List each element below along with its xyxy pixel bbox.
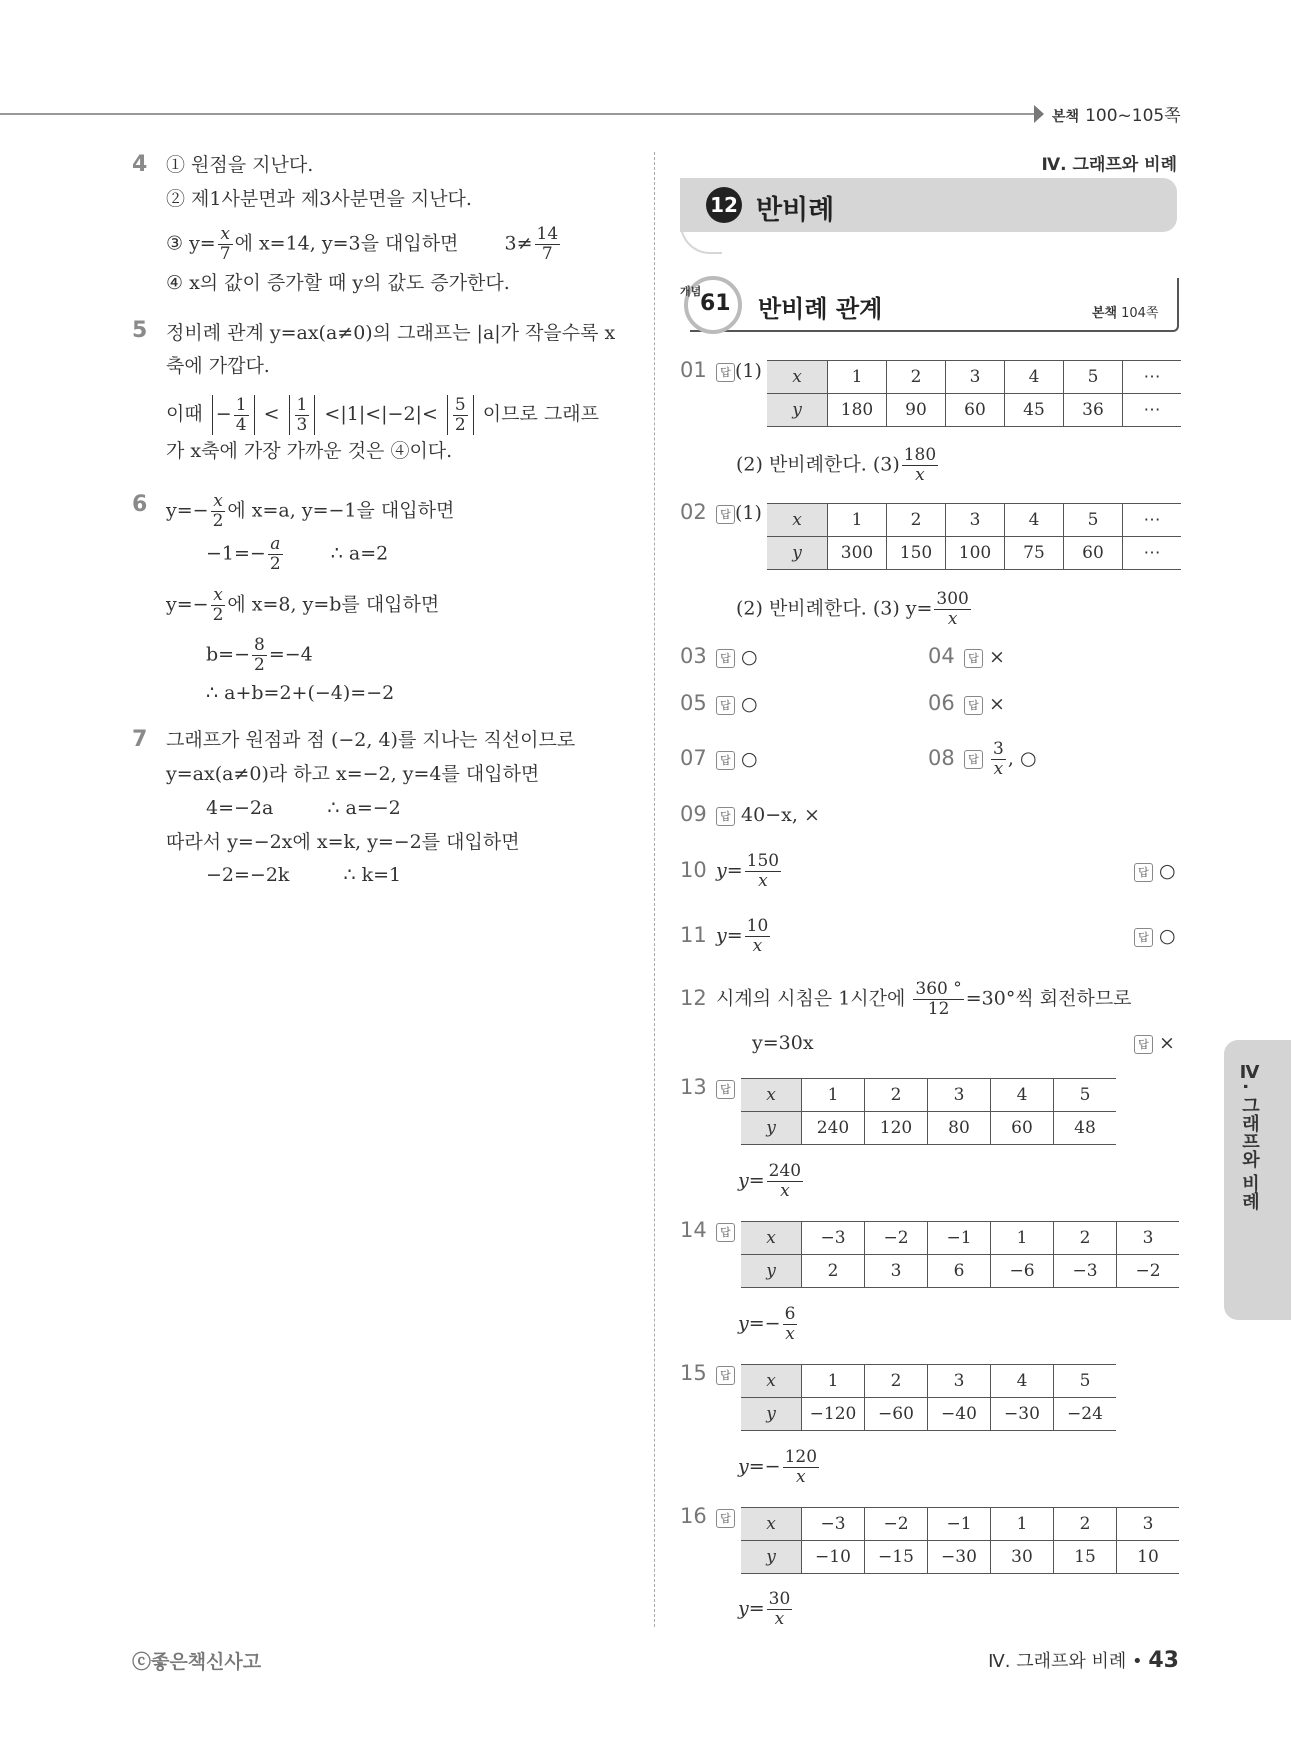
fraction: $\frac{360 ^\circ}{12}$ bbox=[915, 979, 962, 1019]
solution-line: y= $\frac{10}{x}$ bbox=[716, 916, 769, 956]
question-number: 10 bbox=[680, 858, 707, 882]
text-line: y=− $\frac{x}{2}$ 에 x=8, y=b를 대입하면 bbox=[166, 585, 440, 625]
section-title: 반비례 bbox=[756, 195, 835, 226]
question-number: 11 bbox=[680, 923, 707, 947]
fraction: $\frac{8}{2}$ bbox=[254, 635, 265, 675]
fraction: $\frac{x}{7}$ bbox=[219, 224, 231, 264]
answer-line: 답 × bbox=[964, 644, 1005, 670]
answer-mark: 답 bbox=[716, 1366, 735, 1385]
fraction: $\frac{3}{x}$ bbox=[993, 739, 1004, 779]
section-banner bbox=[680, 178, 1177, 232]
answer-mark: 답 bbox=[1134, 928, 1153, 947]
answer-line bbox=[716, 1361, 735, 1387]
answer-mark: 답 bbox=[716, 751, 735, 770]
text-line: −1=− $\frac{a}{2}$ ∴ a=2 bbox=[206, 534, 389, 574]
answer-line: 답 ○ bbox=[716, 746, 758, 772]
column-divider bbox=[654, 152, 655, 1627]
fraction: $\frac{1}{4}$ bbox=[235, 394, 247, 435]
answer-mark: 답 bbox=[964, 750, 983, 769]
header-page-ref: 본책 100~105쪽 bbox=[1052, 106, 1181, 126]
text-line: −2=−2k ∴ k=1 bbox=[206, 864, 402, 886]
fraction: $\frac{240}{x}$ bbox=[768, 1161, 802, 1201]
solution-line: y=− $\frac{6}{x}$ bbox=[738, 1304, 796, 1344]
question-number: 6 bbox=[132, 492, 148, 517]
text-line: 정비례 관계 y=ax(a≠0)의 그래프는 |a|가 작을수록 x bbox=[166, 322, 616, 344]
solution-line: y=− $\frac{120}{x}$ bbox=[738, 1447, 818, 1487]
question-number: 7 bbox=[132, 727, 148, 752]
value-table: x 1 2 3 4 5 y 240 120 80 60 48 bbox=[741, 1078, 1116, 1145]
value-table: x 1 2 3 4 5 y −120 −60 −40 −30 −24 bbox=[741, 1364, 1116, 1431]
answer-mark: 답 bbox=[716, 505, 735, 524]
solution-line: y= $\frac{30}{x}$ bbox=[738, 1589, 791, 1629]
answer-mark: 답 bbox=[716, 807, 735, 826]
answer-mark: 답 bbox=[716, 649, 735, 668]
question-number: 4 bbox=[132, 152, 148, 177]
text-line: 이때 − $\frac{1}{4}$ < $\frac{1}{3}$ <|1|<|−2|< $\frac{5}{2}$ 이므로 그래프 bbox=[166, 394, 599, 435]
chapter-heading: Ⅳ. 그래프와 비례 bbox=[1041, 155, 1177, 175]
text-line: 4=−2a ∴ a=−2 bbox=[206, 797, 401, 819]
value-table: x 1 2 3 4 5 ⋯ y 180 90 60 45 36 ⋯ bbox=[767, 360, 1181, 427]
answer-mark: 답 bbox=[716, 1080, 735, 1099]
text-line: ③ y= $\frac{x}{7}$ 에 x=14, y=3을 대입하면 3≠ $\frac{14}{7}$ bbox=[166, 224, 559, 264]
text-line: ① 원점을 지난다. bbox=[166, 154, 314, 176]
concept-page-ref: 본책 104쪽 bbox=[1092, 306, 1159, 321]
question-number: 01 bbox=[680, 358, 707, 382]
fraction: $\frac{300}{x}$ bbox=[936, 589, 969, 629]
question-number: 13 bbox=[680, 1075, 707, 1099]
answer-line: 답 ○ bbox=[716, 691, 758, 717]
answer-mark: 답 bbox=[1134, 1035, 1153, 1054]
answer-line: 답 (1) bbox=[716, 500, 762, 526]
publisher-name: ⓒ좋은책신사고 bbox=[132, 1651, 262, 1673]
page-footer: Ⅳ. 그래프와 비례 • 43 bbox=[988, 1648, 1179, 1673]
answer-line: 답 × bbox=[1134, 1030, 1175, 1056]
section-number: 12 bbox=[706, 187, 742, 223]
fraction: $\frac{120}{x}$ bbox=[784, 1447, 818, 1487]
fraction: $\frac{1}{3}$ bbox=[296, 394, 308, 435]
text-line: y=− $\frac{x}{2}$ 에 x=a, y=−1을 대입하면 bbox=[166, 491, 455, 531]
fraction: $\frac{150}{x}$ bbox=[746, 851, 780, 891]
question-number: 08 bbox=[928, 746, 955, 770]
concept-label: 개념 bbox=[680, 285, 702, 298]
answer-line: 답 $\frac{3}{x}$ , ○ bbox=[964, 740, 1037, 779]
fraction: $\frac{x}{2}$ bbox=[212, 585, 224, 625]
answer-line bbox=[716, 1075, 735, 1101]
question-number: 03 bbox=[680, 644, 707, 668]
solution-line: y=30x bbox=[752, 1032, 814, 1054]
text-line: 그래프가 원점과 점 (−2, 4)를 지나는 직선이므로 bbox=[166, 729, 576, 751]
text-line: b=− $\frac{8}{2}$ =−4 bbox=[206, 635, 313, 675]
question-number: 05 bbox=[680, 691, 707, 715]
solution-line: y= $\frac{150}{x}$ bbox=[716, 851, 780, 891]
answer-mark: 답 bbox=[964, 649, 983, 668]
question-number: 02 bbox=[680, 500, 707, 524]
text-line: ④ x의 값이 증가할 때 y의 값도 증가한다. bbox=[166, 272, 510, 294]
question-number: 04 bbox=[928, 644, 955, 668]
page-number: 43 bbox=[1148, 1648, 1179, 1673]
text-line: 축에 가깝다. bbox=[166, 355, 270, 377]
arrow-icon bbox=[1034, 105, 1044, 123]
answer-line: 답 (1) bbox=[716, 358, 762, 384]
question-number: 12 bbox=[680, 986, 707, 1010]
fraction: $\frac{10}{x}$ bbox=[746, 916, 769, 956]
question-number: 06 bbox=[928, 691, 955, 715]
value-table: x 1 2 3 4 5 ⋯ y 300 150 100 75 60 ⋯ bbox=[767, 503, 1181, 570]
text-line: y=ax(a≠0)라 하고 x=−2, y=4를 대입하면 bbox=[166, 763, 540, 785]
fraction: $\frac{14}{7}$ bbox=[536, 224, 559, 264]
text-line: ∴ a+b=2+(−4)=−2 bbox=[206, 682, 395, 704]
solution-line: y= $\frac{240}{x}$ bbox=[738, 1161, 802, 1201]
text-line: 따라서 y=−2x에 x=k, y=−2를 대입하면 bbox=[166, 831, 520, 853]
question-number: 07 bbox=[680, 746, 707, 770]
answer-line: 답 ○ bbox=[1134, 923, 1176, 949]
answer-line: 답 ○ bbox=[716, 644, 758, 670]
answer-mark: 답 bbox=[716, 1509, 735, 1528]
answer-mark: 답 bbox=[716, 1223, 735, 1242]
section-banner-tail bbox=[680, 222, 722, 254]
question-number: 5 bbox=[132, 318, 148, 343]
solution-line: 시계의 시침은 1시간에 $\frac{360 ^\circ}{12}$ =30°씩 회전하므로 bbox=[716, 979, 1132, 1019]
answer-line bbox=[716, 1504, 735, 1530]
answer-mark: 답 bbox=[964, 696, 983, 715]
fraction: $\frac{a}{2}$ bbox=[269, 534, 281, 574]
text-line: ② 제1사분면과 제3사분면을 지난다. bbox=[166, 188, 472, 210]
value-table: x −3 −2 −1 1 2 3 y −10 −15 −30 30 15 10 bbox=[741, 1507, 1179, 1574]
answer-mark: 답 bbox=[1134, 863, 1153, 882]
answer-line: (2) 반비례한다. (3) $\frac{180}{x}$ bbox=[736, 445, 937, 485]
question-number: 09 bbox=[680, 802, 707, 826]
value-table: x −3 −2 −1 1 2 3 y 2 3 6 −6 −3 −2 bbox=[741, 1221, 1179, 1288]
fraction: $\frac{180}{x}$ bbox=[903, 445, 937, 485]
question-number: 15 bbox=[680, 1361, 707, 1385]
answer-line: 답 ○ bbox=[1134, 858, 1176, 884]
answer-line: 답 40−x, × bbox=[716, 802, 820, 828]
text-line: 가 x축에 가장 가까운 것은 ④이다. bbox=[166, 440, 453, 462]
question-number: 16 bbox=[680, 1504, 707, 1528]
answer-line bbox=[716, 1218, 735, 1244]
question-number: 14 bbox=[680, 1218, 707, 1242]
fraction: $\frac{6}{x}$ bbox=[784, 1304, 796, 1344]
concept-title: 반비례 관계 bbox=[758, 295, 883, 323]
header-rule bbox=[0, 113, 1040, 115]
answer-mark: 답 bbox=[716, 696, 735, 715]
chapter-side-tab-label: Ⅳ. 그래프와 비례 bbox=[1239, 1062, 1260, 1211]
answer-line: 답 × bbox=[964, 691, 1005, 717]
answer-mark: 답 bbox=[716, 363, 735, 382]
fraction: $\frac{30}{x}$ bbox=[768, 1589, 791, 1629]
fraction: $\frac{x}{2}$ bbox=[212, 491, 224, 531]
fraction: $\frac{5}{2}$ bbox=[454, 394, 466, 435]
concept-number: 61 bbox=[700, 291, 731, 316]
answer-line: (2) 반비례한다. (3) y= $\frac{300}{x}$ bbox=[736, 589, 969, 629]
